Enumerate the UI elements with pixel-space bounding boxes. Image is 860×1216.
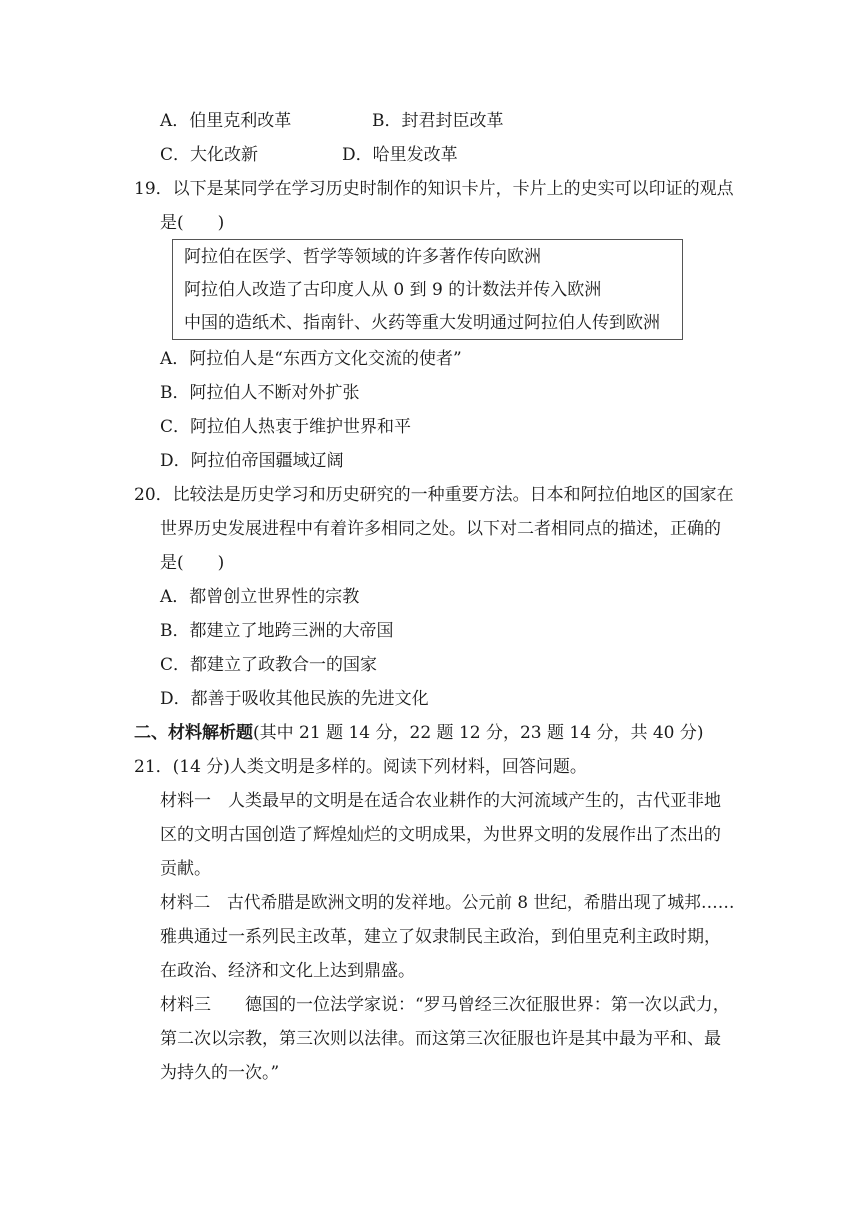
knowledge-card-item: 中国的造纸术、指南针、火药等重大发明通过阿拉伯人传到欧洲 xyxy=(184,313,660,333)
q18-option-b: B．封君封臣改革 xyxy=(372,111,504,131)
q20-stem-line2: 世界历史发展进程中有着许多相同之处。以下对二者相同点的描述，正确的 xyxy=(160,519,721,539)
q18-option-d: D．哈里发改革 xyxy=(342,145,458,165)
material3-line2: 第二次以宗教，第三次则以法律。而这第三次征服也许是其中最为平和、最 xyxy=(160,1029,721,1049)
material1-line2: 区的文明古国创造了辉煌灿烂的文明成果，为世界文明的发展作出了杰出的 xyxy=(160,825,721,845)
q19-option-d: D．阿拉伯帝国疆域辽阔 xyxy=(160,451,344,471)
knowledge-card-item: 阿拉伯在医学、哲学等领域的许多著作传向欧洲 xyxy=(184,247,541,267)
q18-option-c: C．大化改新 xyxy=(160,145,259,165)
material3-line3: 为持久的一次。” xyxy=(160,1063,280,1083)
section-title: 二、材料解析题 xyxy=(134,723,253,743)
q20-option-c: C．都建立了政教合一的国家 xyxy=(160,655,378,675)
q18-option-a: A．伯里克利改革 xyxy=(160,111,292,131)
q20-option-b: B．都建立了地跨三洲的大帝国 xyxy=(160,621,394,641)
q19-stem-line2: 是( ) xyxy=(160,213,225,233)
knowledge-card xyxy=(172,239,683,340)
q19-stem-line1: 19．以下是某同学在学习历史时制作的知识卡片，卡片上的史实可以印证的观点 xyxy=(134,179,734,199)
q19-option-a: A．阿拉伯人是“东西方文化交流的使者” xyxy=(160,349,462,369)
section-heading xyxy=(134,721,704,745)
section-score-note: (其中 21 题 14 分，22 题 12 分，23 题 14 分，共 40 分) xyxy=(253,723,704,743)
q21-stem: 21．(14 分)人类文明是多样的。阅读下列材料，回答问题。 xyxy=(134,757,587,777)
material1-line3: 贡献。 xyxy=(160,859,211,879)
q20-stem-line3: 是( ) xyxy=(160,553,225,573)
material1-line1: 材料一 人类最早的文明是在适合农业耕作的大河流域产生的，古代亚非地 xyxy=(160,791,721,811)
material2-line2: 雅典通过一系列民主改革，建立了奴隶制民主政治，到伯里克利主政时期， xyxy=(160,927,721,947)
knowledge-card-item: 阿拉伯人改造了古印度人从 0 到 9 的计数法并传入欧洲 xyxy=(184,280,602,300)
q20-option-d: D．都善于吸收其他民族的先进文化 xyxy=(160,689,429,709)
q20-option-a: A．都曾创立世界性的宗教 xyxy=(160,587,360,607)
material2-line1: 材料二 古代希腊是欧洲文明的发祥地。公元前 8 世纪，希腊出现了城邦…… xyxy=(160,893,735,913)
q19-option-b: B．阿拉伯人不断对外扩张 xyxy=(160,383,360,403)
q20-stem-line1: 20．比较法是历史学习和历史研究的一种重要方法。日本和阿拉伯地区的国家在 xyxy=(134,485,734,505)
material3-line1: 材料三 德国的一位法学家说：“罗马曾经三次征服世界：第一次以武力， xyxy=(160,995,730,1015)
q19-option-c: C．阿拉伯人热衷于维护世界和平 xyxy=(160,417,412,437)
material2-line3: 在政治、经济和文化上达到鼎盛。 xyxy=(160,961,415,981)
